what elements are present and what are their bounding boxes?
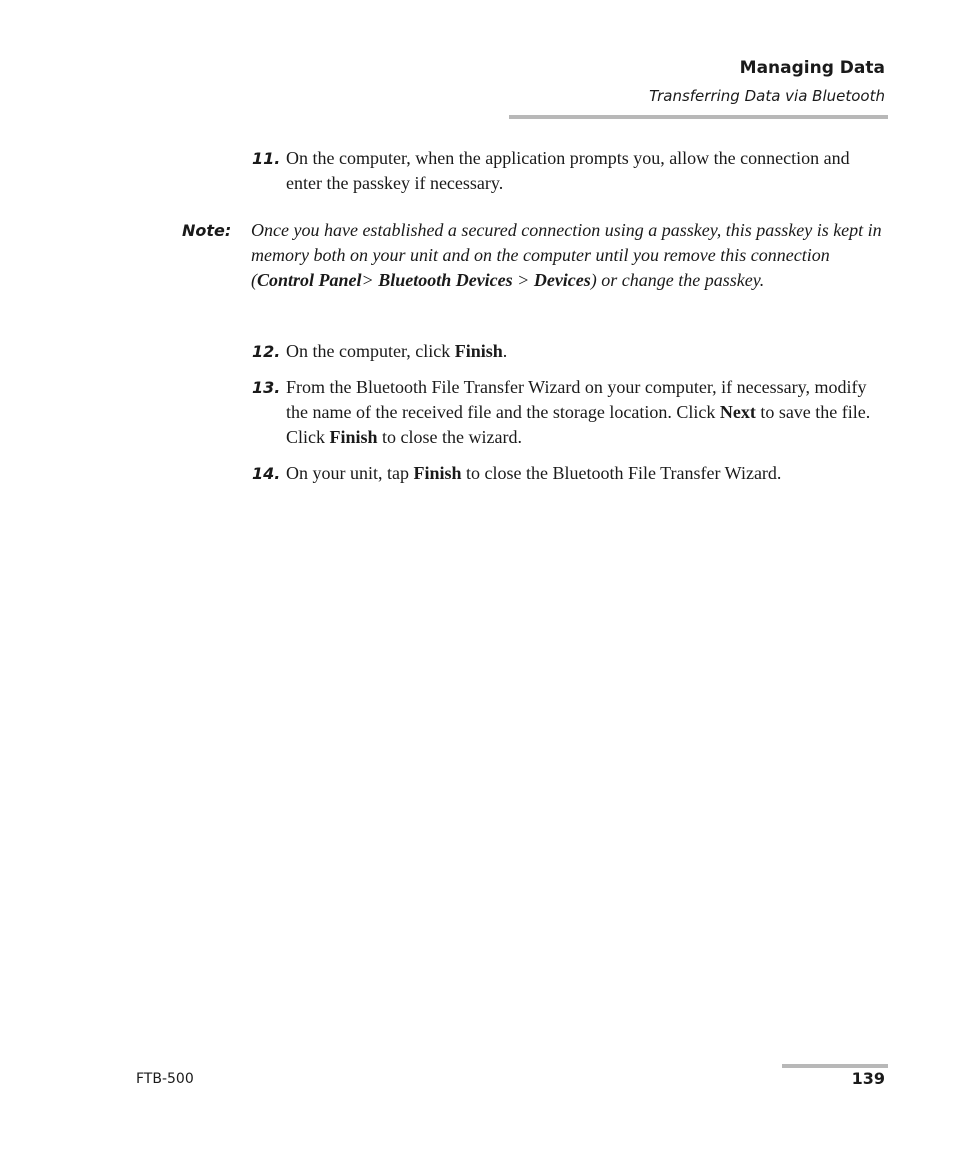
- page-header-subtitle: Transferring Data via Bluetooth: [649, 87, 885, 105]
- step-11: [252, 146, 872, 196]
- step-number: 14.: [252, 464, 281, 483]
- step-13: [252, 375, 872, 450]
- note-bold-bluetooth-devices: Bluetooth Devices: [378, 270, 513, 290]
- note-text: Once you have established a secured connection using a passkey, this passkey is kept in memory both on your unit and on the computer until you remove this connection (Control Panel> Bluetooth Devices > Devices) or change the passkey.: [251, 220, 882, 290]
- step-number: 13.: [252, 378, 281, 397]
- note-bold-devices: Devices: [533, 270, 591, 290]
- step-14: [252, 461, 872, 486]
- step-text: On the computer, when the application prompts you, allow the connection and enter the passkey if necessary.: [286, 148, 850, 193]
- step-text: On your unit, tap Finish to close the Bluetooth File Transfer Wizard.: [286, 463, 782, 483]
- header-divider: [509, 115, 888, 119]
- footer-divider: [782, 1064, 888, 1068]
- page-number: 139: [851, 1069, 885, 1088]
- footer-product-name: FTB-500: [136, 1071, 194, 1087]
- step-12: [252, 339, 872, 364]
- step-text: From the Bluetooth File Transfer Wizard on your computer, if necessary, modify the name of the received file and the storage location. Click Next to save the file. Click Finish to close the wizard.: [286, 377, 871, 447]
- step-text: On the computer, click Finish.: [286, 341, 508, 361]
- note-bold-control-panel: Control Panel: [257, 270, 362, 290]
- note-label: Note:: [182, 221, 232, 240]
- page-header-title: Managing Data: [739, 58, 885, 78]
- note-block: [182, 218, 892, 293]
- step-number: 11.: [252, 149, 281, 168]
- step-number: 12.: [252, 342, 281, 361]
